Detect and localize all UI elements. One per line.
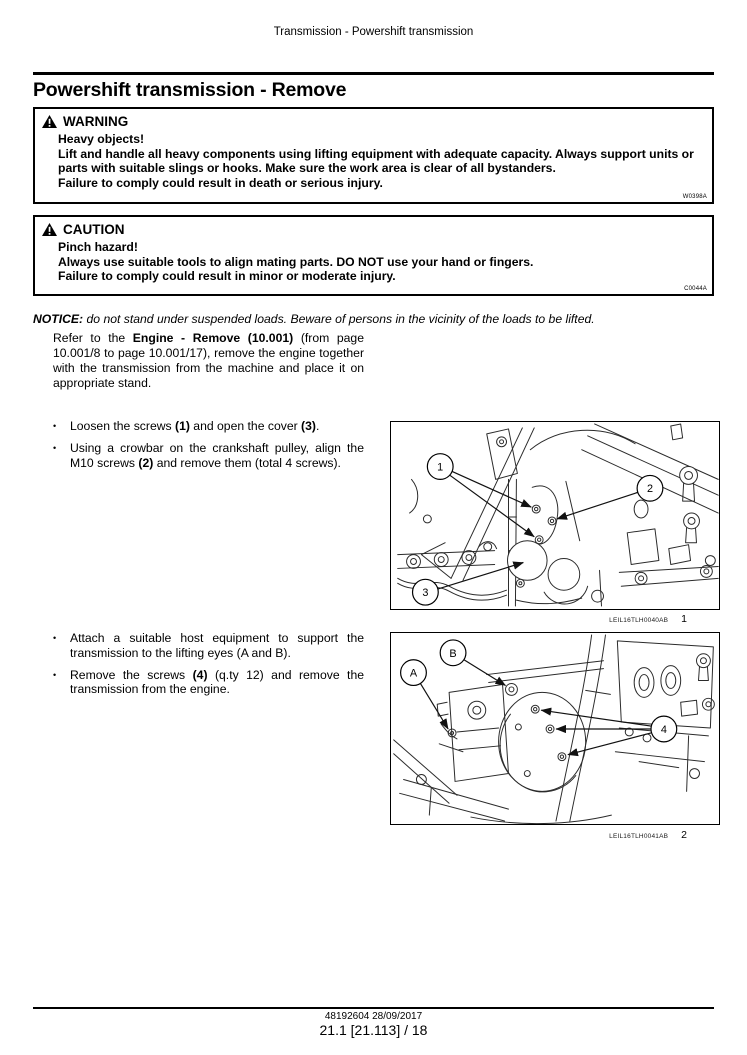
intro-crossref: Engine - Remove (10.001) <box>132 331 294 345</box>
caution-box <box>33 215 714 296</box>
intro-paragraph <box>53 331 364 391</box>
callout-label: 4 <box>660 723 667 736</box>
warning-subject: Heavy objects! <box>58 132 145 146</box>
title-rule <box>33 72 714 75</box>
callout-label: B <box>449 647 457 660</box>
callout-label: 3 <box>422 587 429 600</box>
warning-triangle-icon <box>42 115 57 128</box>
notice-text: do not stand under suspended loads. Beware of persons in the vicinity of the loads to be lifted. <box>83 312 595 326</box>
step-item <box>53 419 364 434</box>
caution-label: CAUTION <box>63 222 125 237</box>
footer-page-line: 21.1 [21.113] / 18 <box>319 1022 428 1038</box>
figure-2-illustration <box>390 632 720 825</box>
step-item <box>53 668 364 698</box>
warning-heading <box>42 114 705 129</box>
callout-label: A <box>409 667 418 680</box>
intro-text-cont: (from page 10.001/8 to page 10.001/17), remove the engine together with the transmission from the machine and place it on appropriate stand. <box>53 331 364 390</box>
figure-number: 1 <box>681 613 687 625</box>
transmission-side-line-drawing <box>391 633 719 824</box>
figure-1-caption <box>390 613 720 625</box>
warning-box <box>33 107 714 204</box>
running-header: Transmission - Powershift transmission <box>273 26 474 38</box>
page-title: Powershift transmission - Remove <box>33 79 347 101</box>
bullet-dot: • <box>53 421 57 431</box>
step-list-1 <box>53 419 364 477</box>
warning-failure: Failure to comply could result in death or serious injury. <box>58 176 383 191</box>
caution-subject: Pinch hazard! <box>58 240 138 254</box>
footer-rule <box>33 1007 714 1009</box>
bullet-dot: • <box>53 669 57 680</box>
notice-line <box>33 312 714 326</box>
caution-failure: Failure to comply could result in minor or moderate injury. <box>58 269 396 284</box>
caution-content <box>58 240 705 284</box>
figure-2-caption <box>390 829 720 841</box>
step-list-2 <box>53 631 364 704</box>
caution-code: C0044A <box>684 286 707 292</box>
bullet-dot: • <box>53 442 57 453</box>
step-item <box>53 631 364 661</box>
footer-doc-line: 48192604 28/09/2017 <box>324 1011 423 1022</box>
warning-label: WARNING <box>63 114 129 129</box>
caution-heading <box>42 222 705 237</box>
bullet-dot: • <box>53 633 57 643</box>
step-text: Using a crowbar on the crankshaft pulley, align the M10 screws (2) and remove them (total 4 screws). <box>70 440 364 470</box>
step-text: Loosen the screws (1) and open the cover (3). <box>70 419 320 433</box>
step-text: Attach a suitable host equipment to support the transmission to the lifting eyes (A and B). <box>70 631 364 660</box>
figure-1-illustration <box>390 421 720 610</box>
engine-front-line-drawing <box>391 422 719 609</box>
intro-text: Refer to the <box>53 331 133 345</box>
step-text: Remove the screws (4) (q.ty 12) and remove the transmission from the engine. <box>70 667 365 697</box>
figure-code: LEIL16TLH0041AB <box>609 833 669 840</box>
warning-content <box>58 132 705 191</box>
warning-code: W0398A <box>682 194 707 200</box>
callout-label: 2 <box>646 483 654 496</box>
step-item <box>53 441 364 471</box>
callout-label: 1 <box>437 461 444 474</box>
figure-code: LEIL16TLH0040AB <box>609 617 669 624</box>
warning-body: Lift and handle all heavy components using lifting equipment with adequate capacity. Always support units or parts with suitable slings or hooks. Make sure the work area is clear of all bystanders. <box>58 146 694 176</box>
figure-number: 2 <box>681 829 687 841</box>
caution-triangle-icon <box>42 223 57 236</box>
caution-body: Always use suitable tools to align mating parts. DO NOT use your hand or fingers. <box>58 254 534 269</box>
notice-label: NOTICE: <box>33 312 84 326</box>
